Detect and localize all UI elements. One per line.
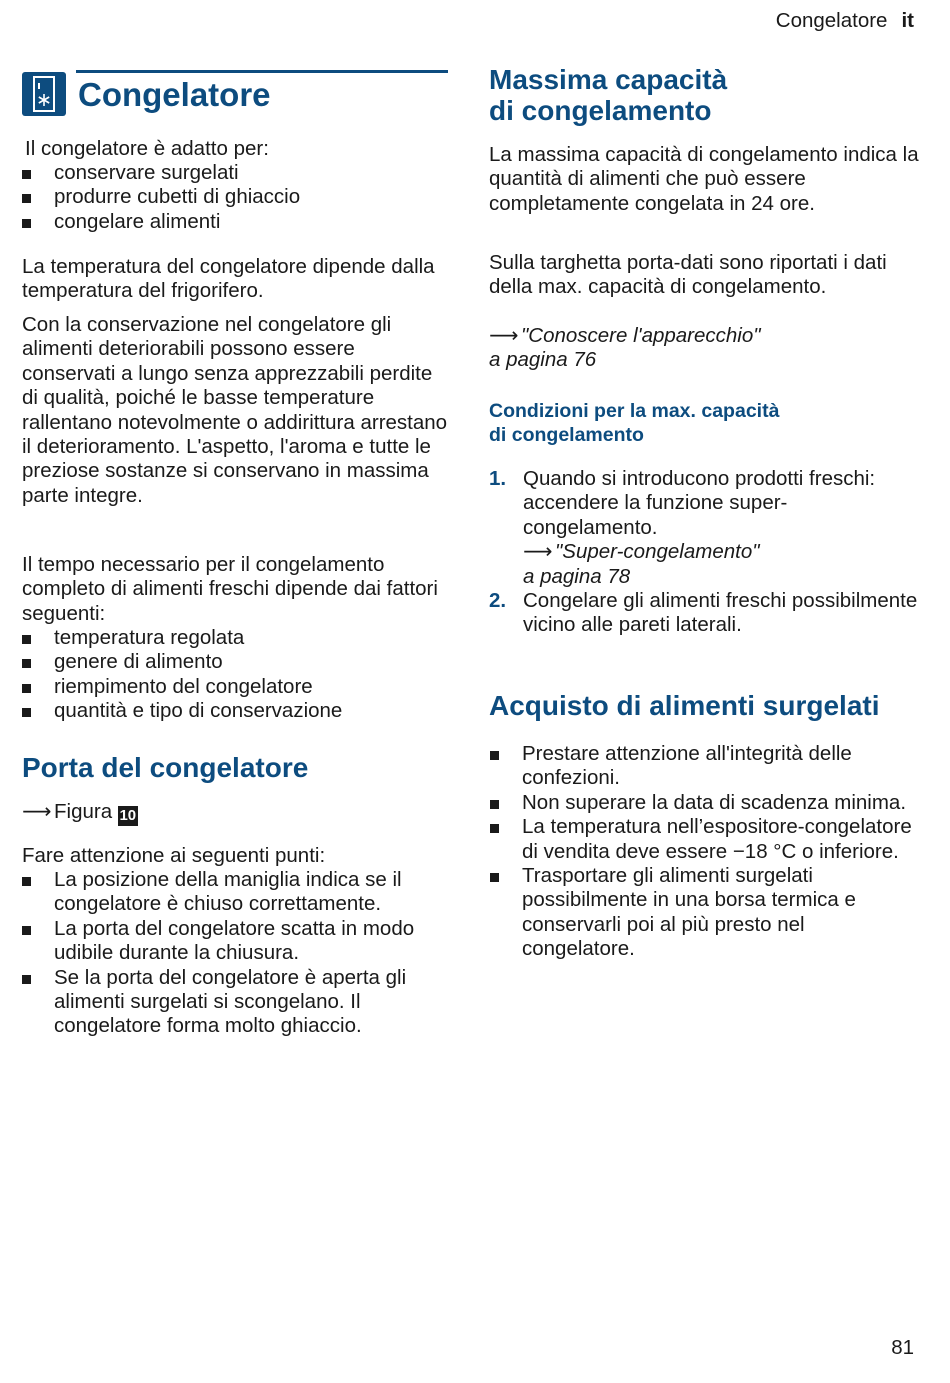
freezer-snowflake-icon	[22, 72, 66, 116]
uses-intro: Il congelatore è adatto per:	[25, 137, 269, 160]
conditions-steps	[489, 467, 919, 638]
paragraph-capacity-definition: La massima capacità di congelamento indica la quantità di alimenti che può essere completamente congelata in 24 ore.	[489, 143, 919, 215]
list-item: quantità e tipo di conservazione	[20, 699, 448, 723]
heading-conditions	[489, 399, 919, 448]
heading-line: Condizioni per la max. capacità	[489, 400, 780, 422]
list-item: La temperatura nell’espositore-congelatore di vendita deve essere −18 °C o inferiore.	[488, 815, 920, 864]
heading-freezer-door: Porta del congelatore	[22, 752, 309, 783]
cross-ref-title: "Conoscere l'apparecchio"	[521, 324, 761, 347]
uses-list	[20, 161, 448, 234]
list-item: produrre cubetti di ghiaccio	[20, 185, 448, 209]
step-number: 2.	[489, 589, 507, 613]
list-item: La porta del congelatore scatta in modo udibile durante la chiusura.	[20, 917, 448, 966]
page-number: 81	[891, 1336, 914, 1359]
list-item: Prestare attenzione all'integrità delle confezioni.	[488, 742, 920, 791]
heading-purchase: Acquisto di alimenti surgelati	[489, 690, 880, 721]
heading-line: di congelamento	[489, 424, 644, 447]
header-section: Congelatore	[775, 9, 888, 32]
running-header	[776, 9, 914, 33]
arrow-right-icon: ⟶	[22, 800, 52, 823]
heading-line: di congelamento	[489, 95, 712, 126]
purchase-points-block	[488, 742, 920, 962]
cross-ref-title: "Super-congelamento"	[555, 540, 760, 564]
figure-ref-label: Figura	[54, 800, 113, 823]
arrow-right-icon: ⟶	[523, 540, 553, 564]
list-item: Se la porta del congelatore è aperta gli alimenti surgelati si scongelano. Il congelatore forma molto ghiaccio.	[20, 966, 448, 1039]
header-language: it	[901, 9, 914, 32]
figure-number-badge: 10	[119, 807, 137, 824]
step-text: Quando si introducono prodotti freschi: accendere la funzione super-congelamento.	[523, 467, 876, 539]
uses-list-block	[20, 161, 448, 234]
uses-block	[25, 137, 449, 161]
chapter-rule	[76, 70, 448, 73]
list-item: Trasportare gli alimenti surgelati possibilmente in una borsa termica e conservarli poi al più presto nel congelatore.	[488, 864, 920, 962]
paragraph-conservation: Con la conservazione nel congelatore gli alimenti deteriorabili possono essere conservati a lungo senza apprezzabili perdite di qualità, poiché le basse temperature rallentano notevolmente o addirittura arrestano il deterioramento. L'aspetto, l'aroma e tutte le preziose sostanze si conservano in massima parte integre.	[22, 313, 448, 507]
door-intro: Fare attenzione ai seguenti punti:	[22, 844, 326, 867]
step-number: 1.	[489, 467, 507, 490]
cross-ref-page: a pagina 76	[489, 348, 597, 372]
conditions-steps-block	[489, 467, 919, 638]
purchase-points-list	[488, 742, 920, 962]
arrow-right-icon: ⟶	[489, 324, 519, 347]
heading-max-capacity	[489, 64, 919, 126]
paragraph-rating-plate: Sulla targhetta porta-dati sono riportati i dati della max. capacità di congelamento.	[489, 251, 887, 299]
cross-ref-page: a pagina 78	[523, 564, 631, 588]
cross-reference-super-freeze[interactable]	[523, 540, 760, 587]
list-item: congelare alimenti	[20, 210, 448, 234]
list-item: riempimento del congelatore	[20, 675, 448, 699]
heading-line: Massima capacità	[489, 64, 728, 95]
figure-reference[interactable]	[22, 800, 448, 826]
step-text: Congelare gli alimenti freschi possibilmente vicino alle pareti laterali.	[523, 589, 918, 637]
chapter-heading	[22, 70, 448, 118]
factors-list	[20, 626, 448, 724]
list-item: conservare surgelati	[20, 161, 448, 185]
list-item: Non superare la data di scadenza minima.	[488, 791, 920, 815]
list-item: genere di alimento	[20, 650, 448, 674]
list-item: temperatura regolata	[20, 626, 448, 650]
factors-list-block	[20, 626, 448, 724]
step-item	[489, 467, 919, 589]
paragraph-temperature: La temperatura del congelatore dipende dalla temperatura del frigorifero.	[22, 255, 435, 303]
paragraph-freezing-time: Il tempo necessario per il congelamento completo di alimenti freschi dipende dai fattori seguenti:	[22, 553, 438, 625]
chapter-title: Congelatore	[78, 76, 271, 113]
cross-reference-appliance[interactable]	[489, 324, 919, 373]
door-points-block	[20, 868, 448, 1039]
door-points-list	[20, 868, 448, 1039]
step-item	[489, 589, 919, 638]
list-item: La posizione della maniglia indica se il congelatore è chiuso correttamente.	[20, 868, 448, 917]
